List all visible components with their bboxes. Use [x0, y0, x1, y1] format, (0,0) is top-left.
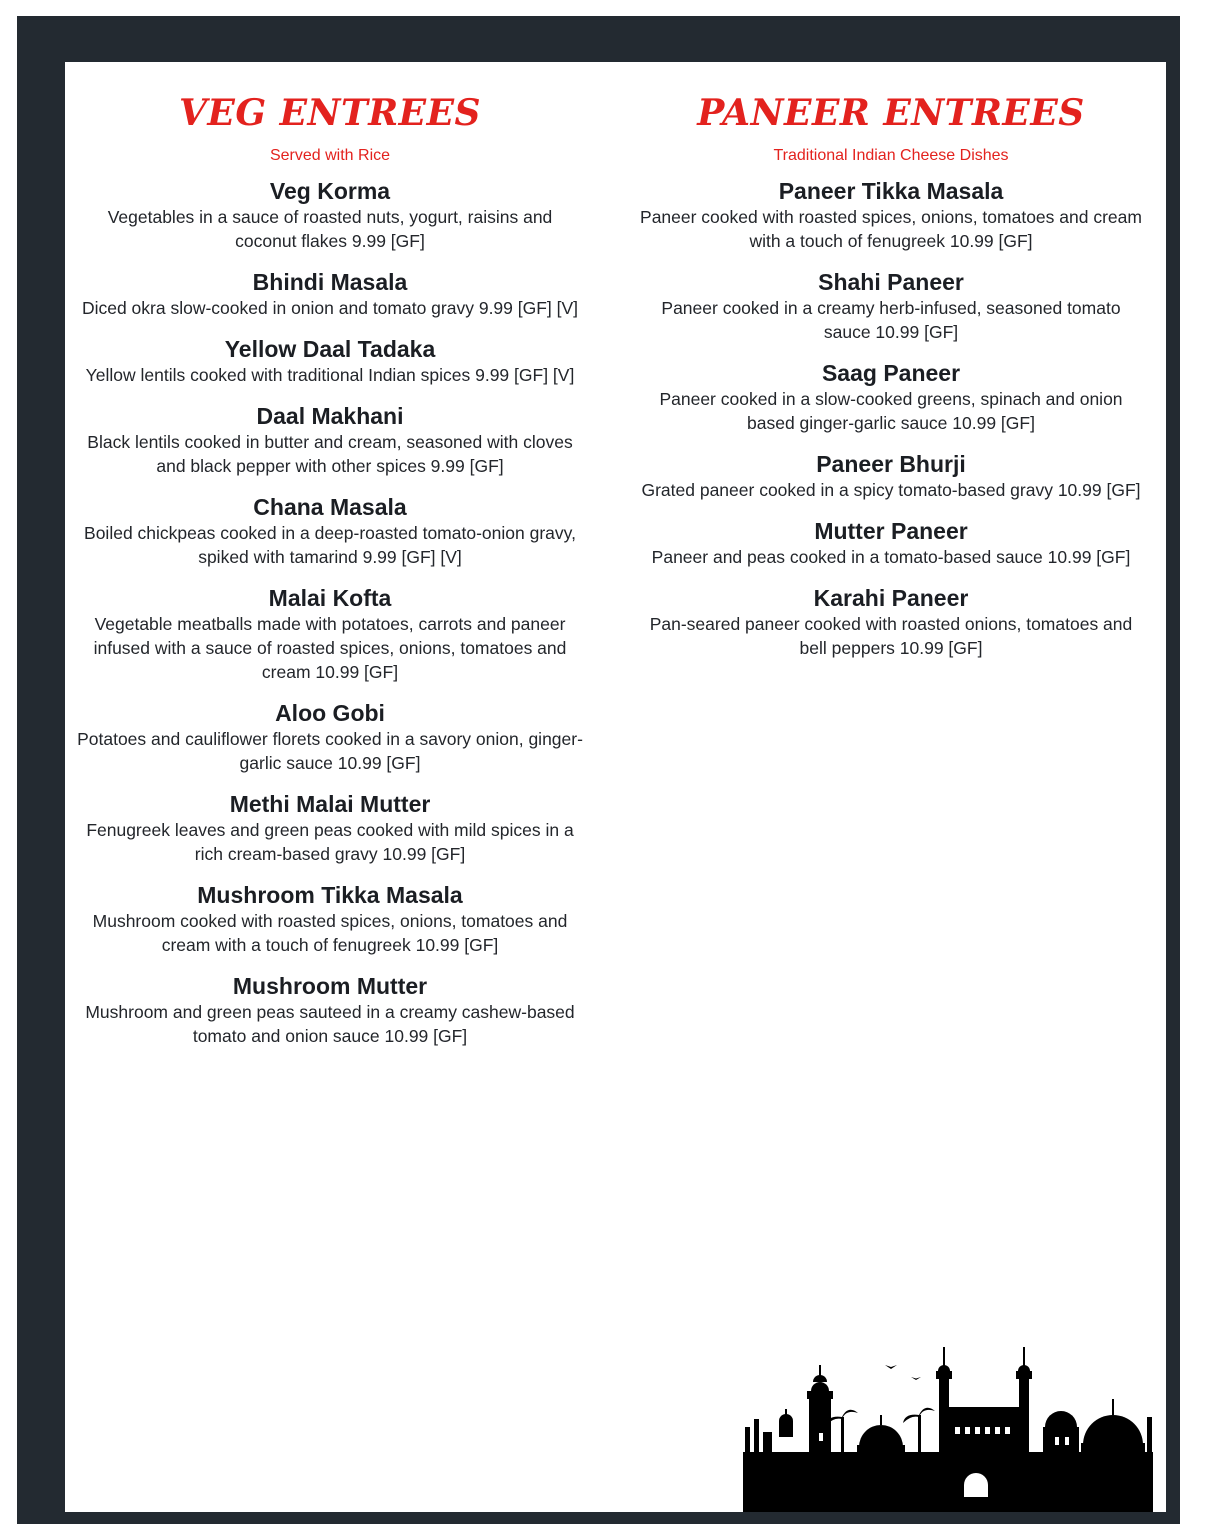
item-description: Mushroom and green peas sauteed in a creamy cashew-based tomato and onion sauce 10.99 [GF]	[85, 1002, 575, 1046]
item-name: Methi Malai Mutter	[229, 791, 431, 817]
menu-item	[70, 790, 590, 866]
item-name: Mushroom Mutter	[232, 973, 428, 999]
item-description: Paneer cooked with roasted spices, onions, tomatoes and cream with a touch of fenugreek 10.99 [GF]	[640, 207, 1142, 251]
item-name: Paneer Tikka Masala	[778, 178, 1004, 204]
menu-item	[630, 584, 1152, 660]
item-description: Yellow lentils cooked with traditional Indian spices 9.99 [GF] [V]	[85, 365, 575, 385]
paneer-item-list	[630, 177, 1152, 660]
item-name: Aloo Gobi	[275, 700, 385, 726]
menu-item	[70, 402, 590, 478]
menu-item	[70, 177, 590, 253]
menu-item	[70, 699, 590, 775]
menu-item	[70, 335, 590, 387]
veg-entrees-section	[70, 62, 590, 1063]
veg-section-title: VEG ENTREES	[178, 92, 482, 134]
item-description: Boiled chickpeas cooked in a deep-roasted tomato-onion gravy, spiked with tamarind 9.99 [GF] [V]	[84, 523, 576, 567]
menu-item	[70, 584, 590, 684]
menu-item	[70, 268, 590, 320]
veg-section-subtitle: Served with Rice	[269, 147, 391, 164]
menu-item	[70, 972, 590, 1048]
item-description: Diced okra slow-cooked in onion and tomato gravy 9.99 [GF] [V]	[81, 298, 579, 318]
item-description: Vegetable meatballs made with potatoes, carrots and paneer infused with a sauce of roasted spices, onions, tomatoes and cream 10.99 [GF]	[93, 614, 567, 682]
paneer-section-title: PANEER ENTREES	[697, 92, 1085, 134]
item-description: Paneer cooked in a creamy herb-infused, seasoned tomato sauce 10.99 [GF]	[661, 298, 1121, 342]
paneer-section-subtitle: Traditional Indian Cheese Dishes	[773, 147, 1009, 164]
item-name: Bhindi Masala	[252, 269, 408, 295]
item-name: Yellow Daal Tadaka	[224, 336, 436, 362]
item-description: Paneer and peas cooked in a tomato-based sauce 10.99 [GF]	[651, 547, 1131, 567]
menu-frame	[17, 16, 1180, 1524]
menu-item	[630, 517, 1152, 569]
item-description: Pan-seared paneer cooked with roasted onions, tomatoes and bell peppers 10.99 [GF]	[649, 614, 1133, 658]
item-name: Malai Kofta	[268, 585, 392, 611]
item-name: Shahi Paneer	[818, 269, 964, 295]
menu-item	[630, 268, 1152, 344]
menu-item	[630, 177, 1152, 253]
item-description: Potatoes and cauliflower florets cooked in a savory onion, ginger-garlic sauce 10.99 [GF]	[77, 729, 583, 773]
menu-item	[70, 881, 590, 957]
item-name: Mutter Paneer	[814, 518, 968, 544]
item-name: Paneer Bhurji	[816, 451, 966, 477]
menu-item	[630, 450, 1152, 502]
item-name: Karahi Paneer	[813, 585, 969, 611]
paneer-entrees-section	[630, 62, 1152, 675]
item-name: Daal Makhani	[256, 403, 404, 429]
item-name: Chana Masala	[253, 494, 407, 520]
item-description: Paneer cooked in a slow-cooked greens, spinach and onion based ginger-garlic sauce 10.99 [GF]	[659, 389, 1123, 433]
item-description: Grated paneer cooked in a spicy tomato-based gravy 10.99 [GF]	[641, 480, 1141, 500]
city-skyline-icon	[743, 1337, 1153, 1512]
item-name: Veg Korma	[269, 178, 391, 204]
item-description: Vegetables in a sauce of roasted nuts, yogurt, raisins and coconut flakes 9.99 [GF]	[107, 207, 553, 251]
menu-page	[65, 62, 1166, 1512]
item-name: Mushroom Tikka Masala	[197, 882, 463, 908]
item-description: Mushroom cooked with roasted spices, onions, tomatoes and cream with a touch of fenugreek 10.99 [GF]	[92, 911, 568, 955]
item-description: Fenugreek leaves and green peas cooked with mild spices in a rich cream-based gravy 10.99 [GF]	[86, 820, 574, 864]
veg-item-list	[70, 177, 590, 1048]
item-description: Black lentils cooked in butter and cream, seasoned with cloves and black pepper with other spices 9.99 [GF]	[87, 432, 573, 476]
menu-item	[70, 493, 590, 569]
menu-item	[630, 359, 1152, 435]
item-name: Saag Paneer	[821, 360, 961, 386]
